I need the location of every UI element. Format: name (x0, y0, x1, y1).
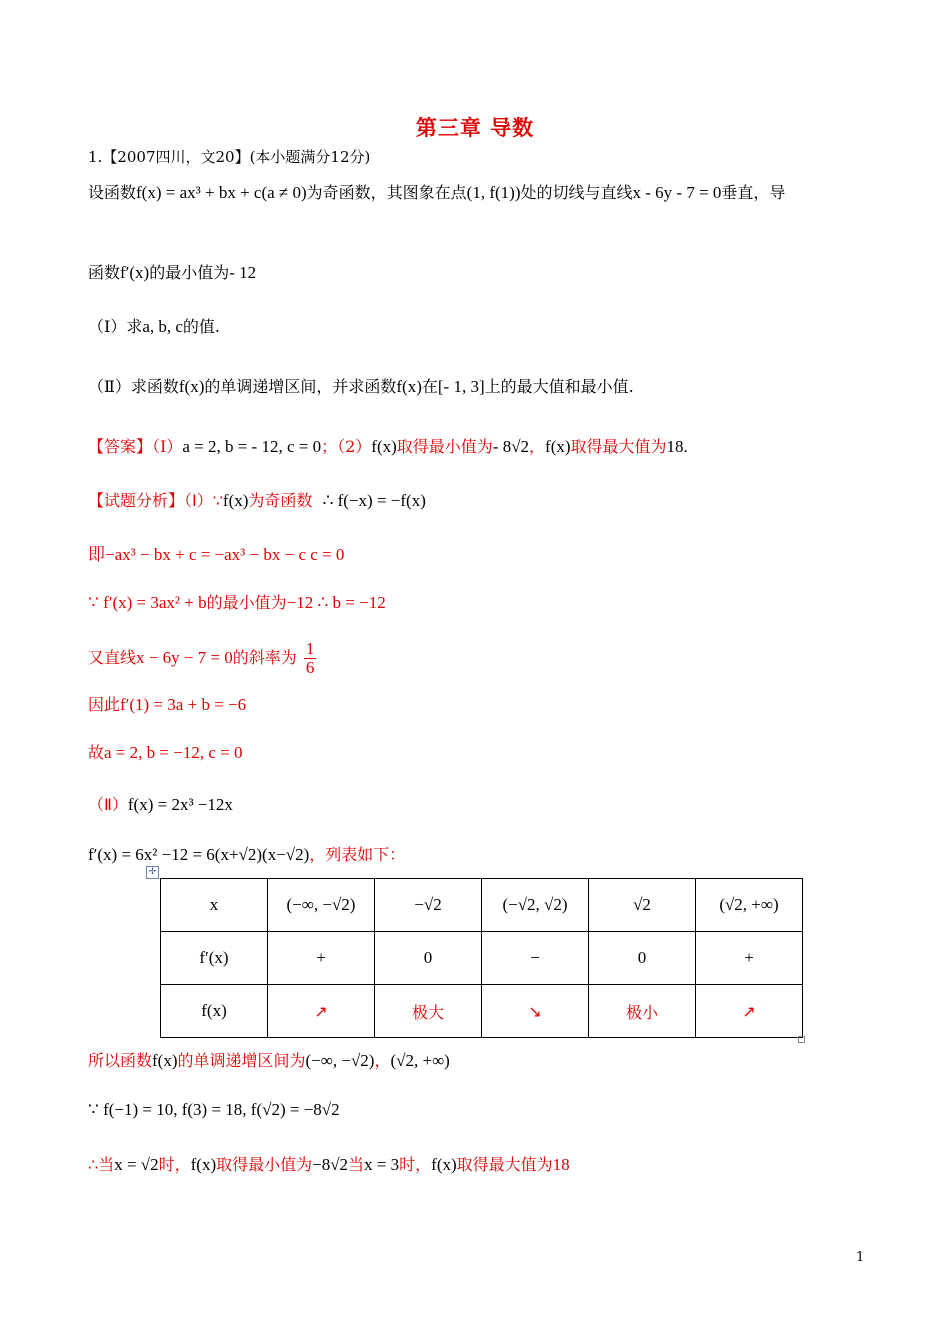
decreasing-arrow-icon: ↘ (482, 985, 589, 1038)
function-definition: f(x) = ax³ + bx + c(a ≠ 0) (136, 183, 307, 202)
increasing-arrow-icon: ↗ (268, 985, 375, 1038)
analysis-line-4: 又直线x − 6y − 7 = 0的斜率为 $\frac{1}{6}$ (88, 639, 315, 677)
answer-label: 【答案】（Ⅰ） (88, 437, 183, 456)
problem-line-1: 设函数f(x) = ax³ + bx + c(a ≠ 0)为奇函数，其图象在点(1, f(1))处的切线与直线x - 6y - 7 = 0垂直，导 (88, 183, 786, 202)
analysis-line-8: f′(x) = 6x² −12 = 6(x+√2)(x−√2)，列表如下： (88, 845, 406, 864)
table-move-handle-icon[interactable]: ✢ (146, 866, 159, 879)
increasing-arrow-icon: ↗ (696, 985, 803, 1038)
analysis-line-2: 即−ax³ − bx + c = −ax³ − bx − c c = 0 (88, 545, 345, 564)
analysis-line-1: 【试题分析】（Ⅰ）∵f(x)为奇函数 ∴ f(−x) = −f(x) (88, 491, 426, 510)
table-row: f(x) ↗ 极大 ↘ 极小 ↗ (161, 985, 803, 1038)
variation-table (160, 878, 803, 1038)
problem-header: 1.【2007四川，文20】(本小题满分12分) (88, 148, 371, 166)
analysis-line-5: 因此f′(1) = 3a + b = −6 (88, 695, 247, 714)
conclusion-line-1: 所以函数f(x)的单调递增区间为(−∞, −√2)，(√2, +∞) (88, 1051, 450, 1070)
page-number: 1 (856, 1250, 865, 1265)
conclusion-line-3: ∴当x = √2时，f(x)取得最小值为−8√2当x = 3时，f(x)取得最大值为18 (88, 1155, 570, 1174)
table-row: f′(x) + 0 − 0 + (161, 932, 803, 985)
analysis-line-7: （Ⅱ）f(x) = 2x³ −12x (88, 795, 233, 814)
table-row: x (−∞, −√2) −√2 (−√2, √2) √2 (√2, +∞) (161, 879, 803, 932)
analysis-line-3: ∵ f′(x) = 3ax² + b的最小值为−12 ∴ b = −12 (88, 593, 386, 612)
problem-part-1: （Ⅰ）求a, b, c的值. (88, 317, 221, 336)
chapter-title: 第三章 导数 (415, 115, 535, 140)
problem-line-2: 函数f′(x)的最小值为- 12 (88, 263, 257, 282)
slope-fraction: $\frac{1}{6}$ (305, 639, 315, 677)
answer-line: 【答案】（Ⅰ）a = 2, b = - 12, c = 0；（2）f(x)取得最小值为- 8√2，f(x)取得最大值为18. (88, 437, 688, 456)
analysis-label: 【试题分析】（Ⅰ）∵ (88, 491, 223, 510)
conclusion-line-2: ∵ f(−1) = 10, f(3) = 18, f(√2) = −8√2 (88, 1100, 340, 1119)
table-resize-handle-icon[interactable] (798, 1036, 805, 1043)
problem-part-2: （Ⅱ）求函数f(x)的单调递增区间，并求函数f(x)在[- 1, 3]上的最大值和最小值. (88, 377, 634, 396)
analysis-line-6: 故a = 2, b = −12, c = 0 (88, 743, 243, 762)
